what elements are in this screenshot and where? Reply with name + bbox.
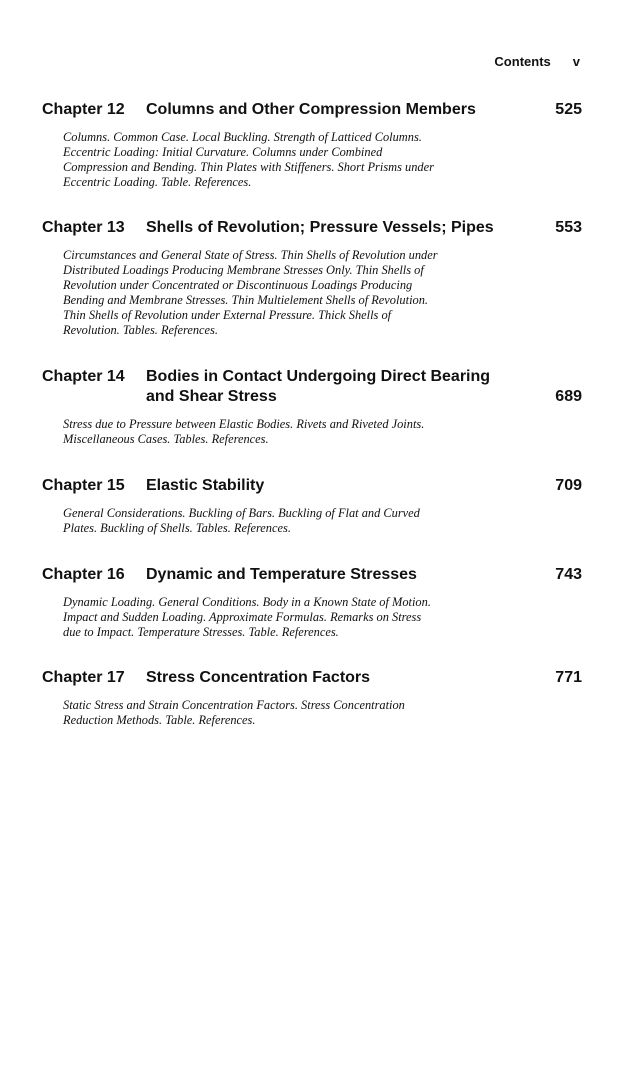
summary-line: Circumstances and General State of Stress. Thin Shells of Revolution under — [63, 248, 438, 262]
toc-entry-chapter-17 — [42, 668, 582, 728]
chapter-heading — [42, 565, 582, 585]
chapter-summary — [63, 698, 529, 728]
chapter-page-number: 771 — [555, 669, 582, 686]
summary-line: Static Stress and Strain Concentration Factors. Stress Concentration — [63, 698, 405, 712]
summary-line: Eccentric Loading: Initial Curvature. Columns under Combined — [63, 145, 383, 159]
summary-line: Miscellaneous Cases. Tables. References. — [63, 432, 269, 446]
chapter-page-number: 525 — [555, 101, 582, 118]
chapter-number: Chapter 14 — [42, 368, 125, 385]
chapter-summary — [63, 506, 529, 536]
chapter-title — [146, 565, 526, 585]
chapter-heading — [42, 218, 582, 238]
chapter-summary — [63, 595, 529, 640]
summary-line: Reduction Methods. Table. References. — [63, 713, 256, 727]
summary-line: Distributed Loadings Producing Membrane Stresses Only. Thin Shells of — [63, 263, 424, 277]
chapter-title-line: Bodies in Contact Undergoing Direct Bearing — [146, 368, 491, 385]
chapter-summary — [63, 417, 529, 447]
chapter-title-line: and Shear Stress — [146, 388, 277, 405]
chapter-title — [146, 668, 526, 688]
summary-line: Impact and Sudden Loading. Approximate Formulas. Remarks on Stress — [63, 610, 422, 624]
running-head-page-number: v — [572, 54, 580, 69]
chapter-title — [146, 100, 526, 120]
chapter-number: Chapter 16 — [42, 566, 125, 583]
chapter-heading — [42, 100, 582, 120]
summary-line: Bending and Membrane Stresses. Thin Multielement Shells of Revolution. — [63, 293, 429, 307]
chapter-number: Chapter 13 — [42, 219, 125, 236]
chapter-title-line: Elastic Stability — [146, 477, 265, 494]
chapter-heading — [42, 668, 582, 688]
chapter-page-number: 553 — [555, 219, 582, 236]
summary-line: Thin Shells of Revolution under External Pressure. Thick Shells of — [63, 308, 392, 322]
summary-line: Eccentric Loading. Table. References. — [63, 175, 252, 189]
chapter-title-line: Columns and Other Compression Members — [146, 101, 476, 118]
toc-entry-chapter-15 — [42, 476, 582, 536]
chapter-heading — [42, 476, 582, 496]
toc-entry-chapter-14 — [42, 367, 582, 447]
running-head-title: Contents — [494, 54, 551, 69]
chapter-title — [146, 367, 526, 407]
chapter-heading — [42, 367, 582, 407]
summary-line: Dynamic Loading. General Conditions. Body in a Known State of Motion. — [63, 595, 431, 609]
summary-line: Compression and Bending. Thin Plates with Stiffeners. Short Prisms under — [63, 160, 434, 174]
chapter-number: Chapter 12 — [42, 101, 125, 118]
chapter-page-number: 709 — [555, 477, 582, 494]
summary-line: General Considerations. Buckling of Bars. Buckling of Flat and Curved — [63, 506, 420, 520]
chapter-title-line: Stress Concentration Factors — [146, 669, 371, 686]
running-head — [494, 54, 580, 69]
chapter-summary — [63, 248, 529, 338]
summary-line: Plates. Buckling of Shells. Tables. References. — [63, 521, 291, 535]
summary-line: due to Impact. Temperature Stresses. Table. References. — [63, 625, 339, 639]
chapter-page-number: 689 — [555, 388, 582, 405]
chapter-title-line: Shells of Revolution; Pressure Vessels; Pipes — [146, 219, 494, 236]
summary-line: Stress due to Pressure between Elastic Bodies. Rivets and Riveted Joints. — [63, 417, 425, 431]
chapter-number: Chapter 17 — [42, 669, 125, 686]
summary-line: Revolution. Tables. References. — [63, 323, 218, 337]
chapter-page-number: 743 — [555, 566, 582, 583]
toc-entry-chapter-16 — [42, 565, 582, 640]
summary-line: Columns. Common Case. Local Buckling. Strength of Latticed Columns. — [63, 130, 422, 144]
chapter-title — [146, 218, 526, 238]
toc-entry-chapter-12 — [42, 100, 582, 190]
chapter-summary — [63, 130, 529, 190]
chapter-title-line: Dynamic and Temperature Stresses — [146, 566, 417, 583]
summary-line: Revolution under Concentrated or Discontinuous Loadings Producing — [63, 278, 413, 292]
chapter-number: Chapter 15 — [42, 477, 125, 494]
toc-entry-chapter-13 — [42, 218, 582, 338]
chapter-title — [146, 476, 526, 496]
